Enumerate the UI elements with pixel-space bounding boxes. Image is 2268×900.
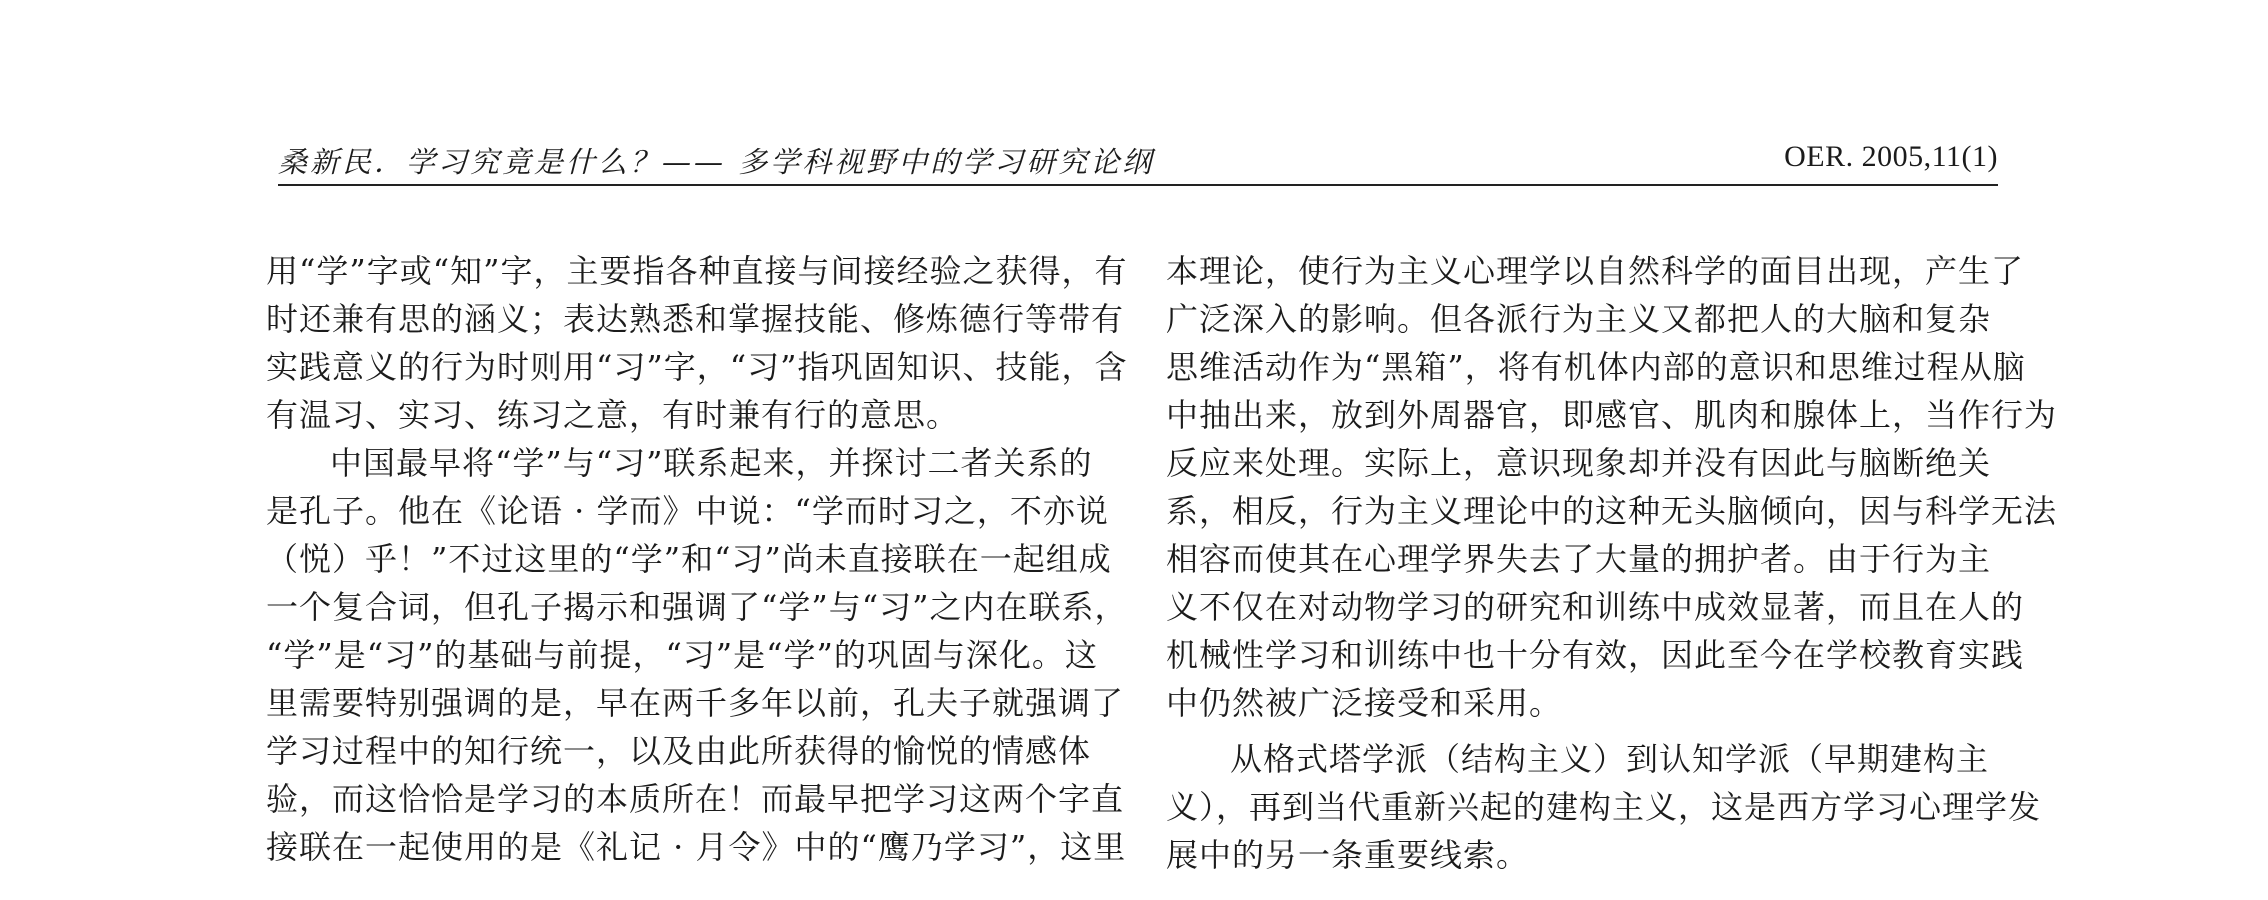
text-line: 机械性学习和训练中也十分有效，因此至今在学校教育实践 [1166, 636, 2025, 674]
paragraph [266, 439, 1128, 871]
running-header [278, 140, 1998, 186]
text-line: 验，而这恰恰是学习的本质所在！而最早把学习这两个字直 [266, 780, 1125, 818]
text-line: 思维活动作为“黑箱”，将有机体内部的意识和思维过程从脑 [1166, 348, 2026, 386]
text-line: “学”是“习”的基础与前提，“习”是“学”的巩固与深化。这 [266, 636, 1098, 674]
text-line: 系，相反，行为主义理论中的这种无头脑倾向，因与科学无法 [1166, 492, 2058, 530]
text-line: 本理论，使行为主义心理学以自然科学的面目出现，产生了 [1166, 252, 2025, 290]
text-line: （悦）乎！”不过这里的“学”和“习”尚未直接联在一起组成 [266, 540, 1112, 578]
text-line: 反应来处理。实际上，意识现象却并没有因此与脑断绝关 [1166, 444, 1992, 482]
right-column [1166, 247, 2058, 879]
paragraph [266, 247, 1128, 439]
text-line: 义），再到当代重新兴起的建构主义，这是西方学习心理学发 [1166, 788, 2042, 826]
text-line: 时还兼有思的涵义；表达熟悉和掌握技能、修炼德行等带有 [266, 300, 1125, 338]
text-line: 是孔子。他在《论语 · 学而》中说：“学而时习之，不亦说 [266, 492, 1109, 530]
text-line: 一个复合词，但孔子揭示和强调了“学”与“习”之内在联系， [266, 588, 1128, 626]
text-line: 用“学”字或“知”字，主要指各种直接与间接经验之获得，有 [266, 252, 1128, 290]
text-line: 相容而使其在心理学界失去了大量的拥护者。由于行为主 [1166, 540, 1992, 578]
text-line: 实践意义的行为时则用“习”字，“习”指巩固知识、技能，含 [266, 348, 1128, 386]
text-line: 中仍然被广泛接受和采用。 [1166, 684, 1563, 722]
text-line: 广泛深入的影响。但各派行为主义又都把人的大脑和复杂 [1166, 300, 1992, 338]
text-line: 学习过程中的知行统一，以及由此所获得的愉悦的情感体 [266, 732, 1092, 770]
header-title: 桑新民．学习究竟是什么？—— 多学科视野中的学习研究论纲 [278, 145, 1155, 179]
text-line: 有温习、实习、练习之意，有时兼有行的意思。 [266, 396, 960, 434]
text-line: 从格式塔学派（结构主义）到认知学派（早期建构主 [1230, 740, 1990, 778]
paragraph [1166, 735, 2042, 879]
left-column [266, 247, 1128, 871]
text-line: 里需要特别强调的是，早在两千多年以前，孔夫子就强调了 [266, 684, 1125, 722]
text-line: 展中的另一条重要线索。 [1166, 836, 1530, 874]
journal-citation: OER. 2005,11(1) [1784, 140, 1998, 173]
paragraph [1166, 247, 2058, 727]
text-line: 接联在一起使用的是《礼记 · 月令》中的“鹰乃学习”，这里 [266, 828, 1127, 866]
text-line: 义不仅在对动物学习的研究和训练中成效显著，而且在人的 [1166, 588, 2025, 626]
paragraph-gap [1166, 727, 1996, 735]
text-line: 中抽出来，放到外周器官，即感官、肌肉和腺体上，当作行为 [1166, 396, 2058, 434]
text-line: 中国最早将“学”与“习”联系起来，并探讨二者关系的 [330, 444, 1093, 482]
